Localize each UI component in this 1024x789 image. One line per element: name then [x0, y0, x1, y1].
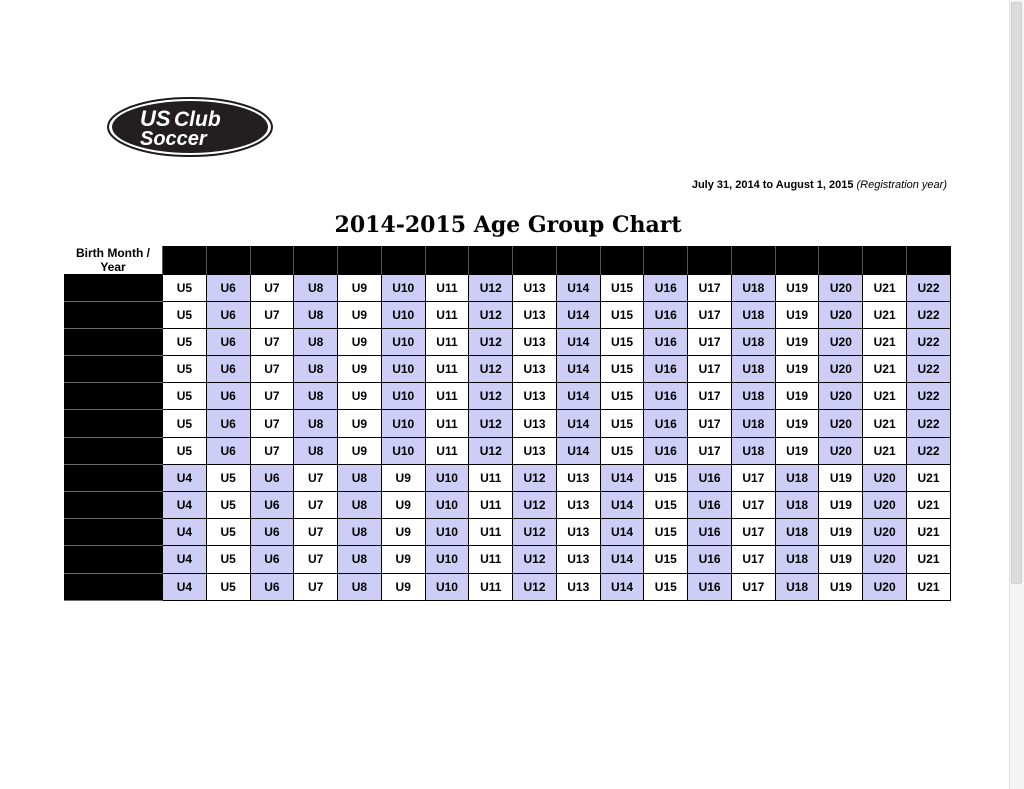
age-group-cell: U7 — [294, 546, 338, 573]
age-group-cell: U18 — [731, 410, 775, 437]
table-row — [64, 356, 951, 383]
age-group-cell: U10 — [425, 546, 469, 573]
age-group-cell: U9 — [381, 492, 425, 519]
corner-label: Birth Month / Year — [64, 246, 163, 274]
age-group-cell: U15 — [644, 546, 688, 573]
age-group-cell: U16 — [644, 437, 688, 464]
month-label: January — [64, 274, 163, 301]
age-group-cell: U16 — [644, 356, 688, 383]
age-group-cell: U8 — [294, 437, 338, 464]
header-row — [64, 246, 951, 274]
age-group-cell: U13 — [556, 546, 600, 573]
age-group-cell: U10 — [381, 274, 425, 301]
age-group-cell: U19 — [819, 573, 863, 600]
year-header: 2010 — [163, 246, 207, 274]
age-group-cell: U12 — [513, 519, 557, 546]
age-group-cell: U14 — [556, 301, 600, 328]
age-group-cell: U13 — [513, 274, 557, 301]
age-group-cell: U20 — [819, 274, 863, 301]
age-group-cell: U9 — [338, 437, 382, 464]
age-group-cell: U6 — [206, 301, 250, 328]
age-group-cell: U13 — [556, 519, 600, 546]
age-group-cell: U5 — [163, 301, 207, 328]
scrollbar-track[interactable] — [1009, 0, 1024, 789]
age-group-cell: U6 — [206, 410, 250, 437]
age-group-cell: U20 — [819, 356, 863, 383]
age-group-cell: U10 — [425, 519, 469, 546]
age-group-cell: U15 — [600, 301, 644, 328]
age-group-cell: U9 — [381, 546, 425, 573]
age-group-cell: U18 — [775, 573, 819, 600]
age-group-cell: U20 — [863, 546, 907, 573]
age-group-cell: U9 — [338, 383, 382, 410]
age-group-cell: U10 — [381, 356, 425, 383]
age-group-cell: U11 — [425, 274, 469, 301]
age-group-cell: U12 — [469, 356, 513, 383]
age-group-cell: U19 — [775, 437, 819, 464]
year-header: 2007 — [294, 246, 338, 274]
age-group-cell: U6 — [206, 328, 250, 355]
age-group-cell: U11 — [469, 546, 513, 573]
age-group-cell: U11 — [469, 464, 513, 491]
age-group-cell: U12 — [469, 274, 513, 301]
age-group-cell: U6 — [250, 573, 294, 600]
year-header: 2004 — [425, 246, 469, 274]
age-group-cell: U19 — [775, 274, 819, 301]
age-group-cell: U17 — [731, 464, 775, 491]
age-group-cell: U8 — [294, 356, 338, 383]
age-group-cell: U5 — [206, 464, 250, 491]
age-group-cell: U7 — [250, 437, 294, 464]
age-group-cell: U16 — [644, 328, 688, 355]
age-group-cell: U6 — [250, 546, 294, 573]
age-group-cell: U10 — [381, 328, 425, 355]
registration-year-label — [692, 179, 947, 191]
age-group-cell: U15 — [600, 356, 644, 383]
age-group-cell: U13 — [513, 383, 557, 410]
age-group-cell: U21 — [863, 410, 907, 437]
age-group-cell: U16 — [644, 383, 688, 410]
age-group-cell: U15 — [600, 410, 644, 437]
age-group-cell: U21 — [863, 356, 907, 383]
age-group-cell: U10 — [425, 573, 469, 600]
age-group-cell: U16 — [644, 410, 688, 437]
age-group-cell: U13 — [556, 464, 600, 491]
age-group-cell: U17 — [688, 437, 732, 464]
age-group-cell: U10 — [425, 464, 469, 491]
logo-soccer-text: Soccer — [140, 128, 207, 150]
age-group-cell: U18 — [731, 328, 775, 355]
age-group-cell: U10 — [381, 410, 425, 437]
age-group-cell: U15 — [644, 492, 688, 519]
age-group-cell: U21 — [907, 519, 951, 546]
age-group-cell: U11 — [469, 573, 513, 600]
month-label: June — [64, 410, 163, 437]
age-group-cell: U14 — [600, 464, 644, 491]
month-label: March — [64, 328, 163, 355]
age-group-cell: U8 — [338, 573, 382, 600]
age-group-cell: U9 — [338, 356, 382, 383]
age-group-cell: U8 — [338, 492, 382, 519]
age-group-cell: U19 — [775, 356, 819, 383]
age-group-cell: U8 — [338, 519, 382, 546]
age-group-cell: U18 — [775, 546, 819, 573]
age-group-cell: U12 — [513, 573, 557, 600]
table-row — [64, 464, 951, 491]
age-group-cell: U12 — [513, 464, 557, 491]
registration-period: July 31, 2014 to August 1, 2015 — [691, 179, 854, 191]
age-group-cell: U7 — [294, 492, 338, 519]
age-group-cell: U19 — [775, 301, 819, 328]
age-group-cell: U11 — [425, 410, 469, 437]
age-group-cell: U20 — [863, 464, 907, 491]
age-group-cell: U14 — [600, 546, 644, 573]
age-group-cell: U14 — [600, 492, 644, 519]
age-group-cell: U11 — [469, 519, 513, 546]
page-title: 2014-2015 Age Group Chart — [334, 212, 682, 238]
year-header: 2002 — [513, 246, 557, 274]
month-label: May — [64, 383, 163, 410]
us-club-soccer-logo — [106, 96, 274, 158]
age-group-cell: U9 — [338, 301, 382, 328]
age-group-cell: U14 — [556, 356, 600, 383]
age-group-cell: U8 — [294, 328, 338, 355]
year-header: 1993 — [907, 246, 951, 274]
age-group-cell: U11 — [469, 492, 513, 519]
age-group-cell: U13 — [513, 301, 557, 328]
age-group-cell: U6 — [206, 356, 250, 383]
age-group-cell: U5 — [206, 492, 250, 519]
age-group-cell: U11 — [425, 437, 469, 464]
age-group-cell: U5 — [206, 573, 250, 600]
age-group-cell: U12 — [513, 492, 557, 519]
age-group-cell: U7 — [250, 274, 294, 301]
age-group-cell: U10 — [381, 383, 425, 410]
logo-us-text: US — [140, 106, 171, 131]
age-group-cell: U5 — [163, 356, 207, 383]
year-header: 1995 — [819, 246, 863, 274]
age-group-cell: U15 — [600, 383, 644, 410]
age-group-cell: U18 — [775, 519, 819, 546]
age-group-cell: U5 — [163, 410, 207, 437]
month-label: February — [64, 301, 163, 328]
age-group-cell: U15 — [644, 573, 688, 600]
age-group-cell: U10 — [425, 492, 469, 519]
age-group-cell: U22 — [907, 274, 951, 301]
age-group-cell: U6 — [206, 383, 250, 410]
age-group-cell: U13 — [556, 573, 600, 600]
age-group-cell: U9 — [338, 328, 382, 355]
age-group-cell: U16 — [688, 519, 732, 546]
age-group-cell: U20 — [819, 437, 863, 464]
age-group-cell: U15 — [644, 464, 688, 491]
age-group-cell: U18 — [731, 274, 775, 301]
table-row — [64, 410, 951, 437]
table-row — [64, 301, 951, 328]
table-row — [64, 492, 951, 519]
month-label: July — [64, 437, 163, 464]
registration-note: (Registration year) — [856, 179, 947, 191]
age-group-cell: U13 — [513, 356, 557, 383]
age-group-cell: U4 — [163, 519, 207, 546]
age-group-cell: U16 — [688, 546, 732, 573]
age-group-cell: U16 — [688, 464, 732, 491]
age-group-cell: U12 — [469, 437, 513, 464]
age-group-cell: U17 — [688, 356, 732, 383]
age-group-cell: U7 — [294, 464, 338, 491]
age-group-cell: U9 — [381, 573, 425, 600]
age-group-cell: U11 — [425, 328, 469, 355]
year-header: 1996 — [775, 246, 819, 274]
year-header: 2005 — [381, 246, 425, 274]
age-group-cell: U21 — [907, 546, 951, 573]
age-group-cell: U7 — [294, 519, 338, 546]
age-group-cell: U19 — [775, 383, 819, 410]
age-group-cell: U14 — [600, 519, 644, 546]
year-header: 1999 — [644, 246, 688, 274]
age-group-cell: U20 — [819, 383, 863, 410]
age-group-cell: U22 — [907, 356, 951, 383]
age-group-cell: U10 — [381, 437, 425, 464]
age-group-cell: U19 — [775, 328, 819, 355]
age-group-cell: U16 — [688, 492, 732, 519]
age-group-cell: U13 — [513, 437, 557, 464]
year-header: 2000 — [600, 246, 644, 274]
age-group-cell: U17 — [731, 519, 775, 546]
age-group-cell: U18 — [731, 356, 775, 383]
age-group-cell: U21 — [863, 328, 907, 355]
age-group-cell: U6 — [206, 274, 250, 301]
age-group-cell: U17 — [688, 328, 732, 355]
age-group-cell: U5 — [206, 546, 250, 573]
age-group-cell: U10 — [381, 301, 425, 328]
age-group-cell: U15 — [600, 328, 644, 355]
age-group-cell: U14 — [556, 328, 600, 355]
age-group-cell: U9 — [338, 274, 382, 301]
age-group-cell: U17 — [731, 492, 775, 519]
table-row — [64, 383, 951, 410]
age-group-cell: U20 — [863, 573, 907, 600]
month-label: April — [64, 356, 163, 383]
age-group-cell: U11 — [425, 356, 469, 383]
age-group-cell: U21 — [863, 301, 907, 328]
age-group-cell: U19 — [775, 410, 819, 437]
age-group-cell: U15 — [600, 437, 644, 464]
age-group-cell: U7 — [250, 328, 294, 355]
age-group-cell: U20 — [819, 301, 863, 328]
age-group-cell: U13 — [513, 328, 557, 355]
age-group-cell: U20 — [819, 410, 863, 437]
year-header: 1998 — [688, 246, 732, 274]
age-group-cell: U22 — [907, 410, 951, 437]
age-group-cell: U4 — [163, 573, 207, 600]
age-group-cell: U7 — [250, 356, 294, 383]
age-group-cell: U5 — [163, 383, 207, 410]
age-group-cell: U21 — [863, 274, 907, 301]
age-group-cell: U21 — [907, 573, 951, 600]
age-group-cell: U7 — [250, 383, 294, 410]
age-group-cell: U9 — [381, 464, 425, 491]
month-label: October — [64, 519, 163, 546]
age-group-cell: U6 — [250, 519, 294, 546]
age-group-cell: U19 — [819, 519, 863, 546]
age-group-cell: U5 — [163, 274, 207, 301]
age-group-cell: U18 — [731, 437, 775, 464]
age-group-cell: U8 — [294, 274, 338, 301]
age-group-cell: U17 — [688, 301, 732, 328]
age-group-cell: U4 — [163, 492, 207, 519]
age-group-cell: U13 — [556, 492, 600, 519]
year-header: 2009 — [206, 246, 250, 274]
age-group-cell: U6 — [250, 492, 294, 519]
age-group-cell: U5 — [206, 519, 250, 546]
age-group-cell: U16 — [688, 573, 732, 600]
age-group-cell: U22 — [907, 437, 951, 464]
year-header: 1997 — [731, 246, 775, 274]
age-group-cell: U14 — [556, 410, 600, 437]
age-group-cell: U12 — [469, 410, 513, 437]
age-group-cell: U14 — [556, 274, 600, 301]
age-group-cell: U7 — [250, 410, 294, 437]
age-group-cell: U8 — [294, 410, 338, 437]
age-group-cell: U21 — [907, 464, 951, 491]
age-group-cell: U18 — [775, 464, 819, 491]
year-header: 2006 — [338, 246, 382, 274]
age-group-cell: U16 — [644, 301, 688, 328]
year-header: 2008 — [250, 246, 294, 274]
age-group-cell: U15 — [600, 274, 644, 301]
age-group-cell: U16 — [644, 274, 688, 301]
age-group-cell: U6 — [250, 464, 294, 491]
age-group-cell: U12 — [513, 546, 557, 573]
month-label: December — [64, 573, 163, 600]
logo-club-text: Club — [174, 108, 221, 131]
age-group-cell: U13 — [513, 410, 557, 437]
age-group-cell: U19 — [819, 492, 863, 519]
age-group-cell: U8 — [338, 546, 382, 573]
age-group-cell: U4 — [163, 546, 207, 573]
table-row — [64, 519, 951, 546]
table-row — [64, 437, 951, 464]
age-group-cell: U7 — [250, 301, 294, 328]
age-group-cell: U19 — [819, 546, 863, 573]
year-header: 2003 — [469, 246, 513, 274]
table-row — [64, 573, 951, 600]
age-group-cell: U20 — [863, 519, 907, 546]
age-group-cell: U12 — [469, 301, 513, 328]
age-group-table — [64, 246, 951, 601]
month-label: August — [64, 464, 163, 491]
age-group-cell: U22 — [907, 301, 951, 328]
age-group-cell: U14 — [600, 573, 644, 600]
age-group-cell: U20 — [863, 492, 907, 519]
age-group-cell: U22 — [907, 383, 951, 410]
age-group-cell: U17 — [731, 546, 775, 573]
age-group-cell: U20 — [819, 328, 863, 355]
age-group-cell: U17 — [688, 274, 732, 301]
age-group-cell: U17 — [688, 383, 732, 410]
age-group-cell: U4 — [163, 464, 207, 491]
age-group-cell: U15 — [644, 519, 688, 546]
year-header: 2001 — [556, 246, 600, 274]
age-group-cell: U11 — [425, 301, 469, 328]
age-group-cell: U17 — [731, 573, 775, 600]
age-group-cell: U21 — [907, 492, 951, 519]
age-group-cell: U18 — [775, 492, 819, 519]
age-group-cell: U8 — [294, 301, 338, 328]
age-group-cell: U21 — [863, 383, 907, 410]
age-group-cell: U5 — [163, 328, 207, 355]
age-group-cell: U14 — [556, 437, 600, 464]
age-group-cell: U6 — [206, 437, 250, 464]
age-group-cell: U21 — [863, 437, 907, 464]
age-group-cell: U19 — [819, 464, 863, 491]
age-group-cell: U18 — [731, 301, 775, 328]
age-group-cell: U9 — [338, 410, 382, 437]
age-group-cell: U17 — [688, 410, 732, 437]
age-group-cell: U9 — [381, 519, 425, 546]
age-group-cell: U7 — [294, 573, 338, 600]
table-row — [64, 546, 951, 573]
table-row — [64, 328, 951, 355]
table-row — [64, 274, 951, 301]
age-group-cell: U18 — [731, 383, 775, 410]
age-group-cell: U8 — [338, 464, 382, 491]
scrollbar-thumb[interactable] — [1011, 2, 1022, 584]
age-group-cell: U12 — [469, 328, 513, 355]
age-group-cell: U8 — [294, 383, 338, 410]
age-group-cell: U14 — [556, 383, 600, 410]
age-group-cell: U12 — [469, 383, 513, 410]
age-group-cell: U5 — [163, 437, 207, 464]
month-label: November — [64, 546, 163, 573]
month-label: September — [64, 492, 163, 519]
year-header: 1994 — [863, 246, 907, 274]
age-group-cell: U11 — [425, 383, 469, 410]
age-group-cell: U22 — [907, 328, 951, 355]
